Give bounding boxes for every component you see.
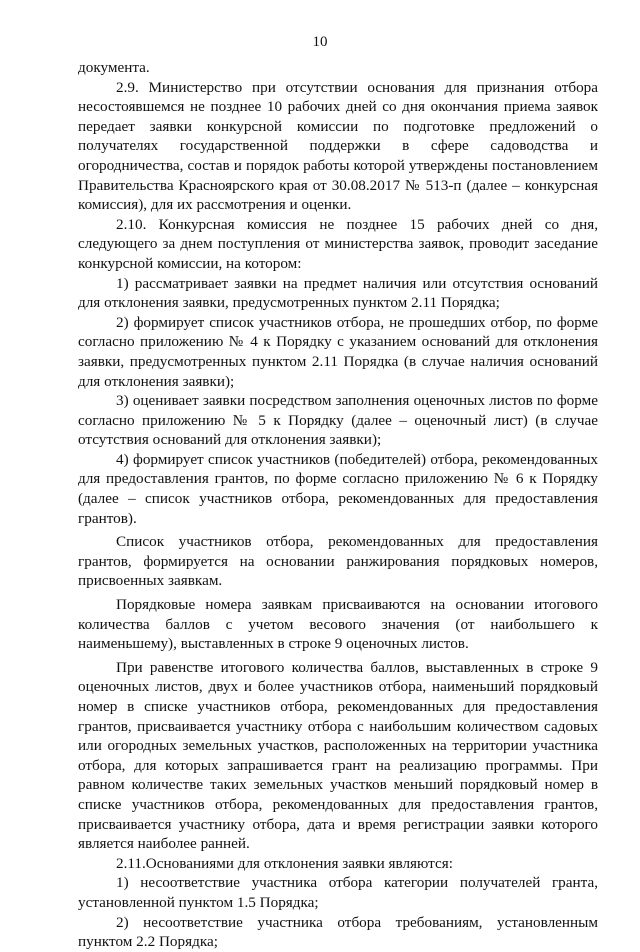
paragraph-2-10-item-3: 3) оценивает заявки посредством заполнения оценочных листов по форме согласно приложению № 5 к Порядку (далее – оценочный лист) (в случае отсутствия оснований для отклонения заявки); xyxy=(78,392,598,449)
paragraph-equal-scores: При равенстве итогового количества баллов, выставленных в строке 9 оценочных листов, двух и более участников отбора, наименьший порядковый номер в списке участников отбора, рекомендованных для предоставления грантов, присваивается участнику отбора с наибольшим количеством садовых или огородных земельных участков, расположенных на территории участника отбора, для которых запрашивается грант на реализацию программы. При равном количестве таких земельных участков меньший порядковый номер в списке участников отбора, рекомендованных для предоставления грантов, присваивается участнику отбора, дата и время регистрации заявки которого является наиболее ранней. xyxy=(78,658,598,853)
paragraph-2-11-item-1: 1) несоответствие участника отбора категории получателей гранта, установленной пунктом 1.5 Порядка; xyxy=(78,874,598,911)
paragraph-ranking-list: Список участников отбора, рекомендованных для предоставления грантов, формируется на основании ранжирования порядковых номеров, присвоенных заявкам. xyxy=(78,533,598,590)
document-body xyxy=(78,58,598,952)
paragraph-2-10-item-1: 1) рассматривает заявки на предмет наличия или отсутствия оснований для отклонения заявки, предусмотренных пунктом 2.11 Порядка; xyxy=(78,274,598,312)
page-number: 10 xyxy=(312,34,328,50)
paragraph-2-10-item-2: 2) формирует список участников отбора, не прошедших отбор, по форме согласно приложению № 4 к Порядку с указанием оснований для отклонения заявки, предусмотренных пунктом 2.11 Порядка (в случае наличия оснований для отклонения заявки); xyxy=(78,313,598,390)
paragraph-2-10: 2.10. Конкурсная комиссия не позднее 15 рабочих дней со дня, следующего за днем поступления от министерства заявок, проводит заседание конкурсной комиссии, на котором: xyxy=(78,215,598,272)
paragraph-2-10-item-4: 4) формирует список участников (победителей) отбора, рекомендованных для предоставления грантов, по форме согласно приложению № 6 к Порядку (далее – список участников отбора, рекомендованных для предоставления грантов). xyxy=(78,450,598,527)
paragraph-ranking-numbers: Порядковые номера заявкам присваиваются на основании итогового количества баллов с учетом весового значения (от наибольшего к наименьшему), выставленных в строке 9 оценочных листов. xyxy=(78,596,598,653)
paragraph-2-11: 2.11.Основаниями для отклонения заявки являются: xyxy=(116,854,453,872)
paragraph-2-11-item-2: 2) несоответствие участника отбора требованиям, установленным пунктом 2.2 Порядка; xyxy=(78,913,598,951)
paragraph-2-9: 2.9. Министерство при отсутствии основания для признания отбора несостоявшемся не позднее 10 рабочих дней со дня окончания приема заявок передает заявки конкурсной комиссии по подготовке предложений о получателях государственной поддержки в сфере садоводства и огородничества, состав и порядок работы которой утверждены постановлением Правительства Красноярского края от 30.08.2017 № 513-п (далее – конкурсная комиссия), для их рассмотрения и оценки. xyxy=(78,78,598,214)
paragraph-continuation: документа. xyxy=(78,59,150,76)
